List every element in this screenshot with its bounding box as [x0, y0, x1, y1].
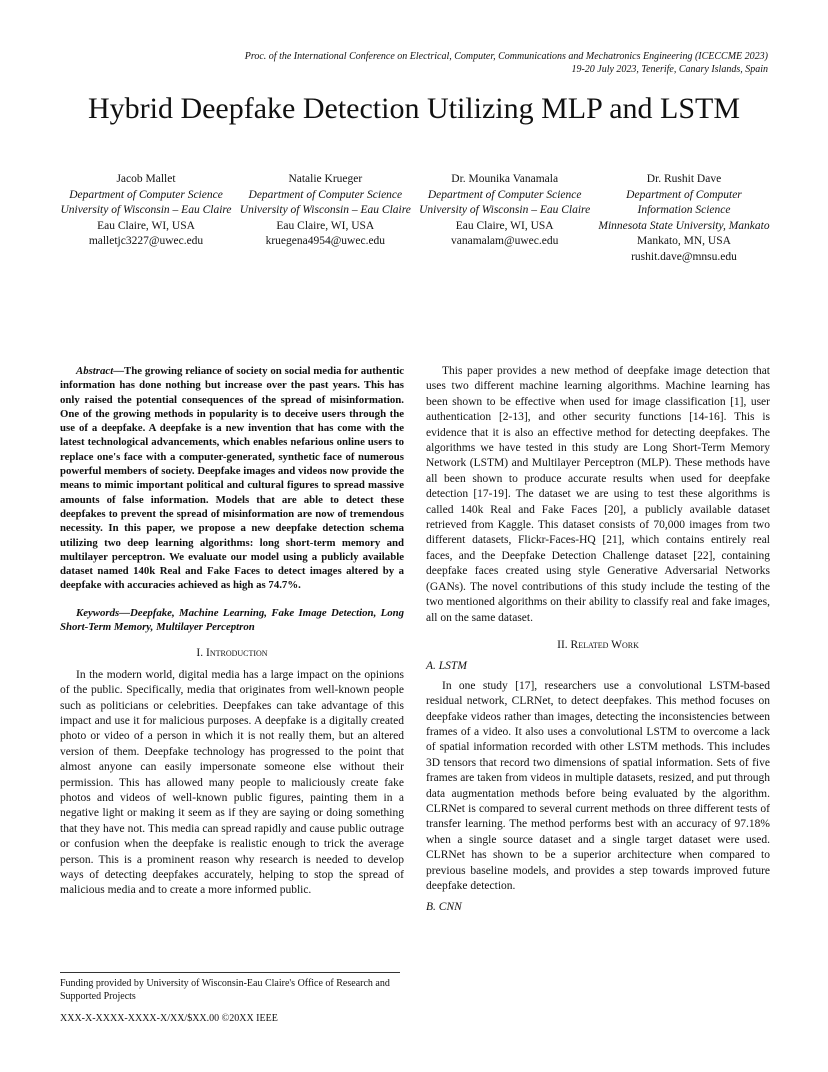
author-name: Jacob Mallet: [116, 173, 176, 185]
conference-line-1: Proc. of the International Conference on Electrical, Computer, Communications and Mechatronics Engineering (ICECCME 2023): [244, 51, 768, 62]
author-name: Natalie Krueger: [288, 173, 363, 185]
author-location: Eau Claire, WI, USA: [276, 219, 375, 232]
introduction-paragraph: In the modern world, digital media has a large impact on the opinions of the public. Specifically, media that originates from well-known people such as politicians or celebrities. Deepfakes can take advantage of this impact and use it for malicious purposes. A deepfake is a digitally created photo or video of a person in which it is not really them, but an altered version of them. Deepfake technology has progressed to the point that almost anyone can easily impersonate someone else without their permission. This has allowed many people to maliciously create fake photos and videos of well-known public figures, painting them in a negative light or making it seem as if they are saying or doing something that they have not. This media can spread rapidly and cause public outrage or confusion when the deepfake is realistic enough to trick the average person. This is a prominent reason why research is needed to develop ways of detecting deepfakes accurately, helping to stop the spread of malicious media and to create a more informed public.: [60, 668, 404, 897]
abstract-lead: Abstract: [76, 365, 114, 377]
author-email: malletjc3227@uwec.edu: [88, 235, 204, 247]
author-dept: Department of Computer Information Science: [626, 188, 742, 216]
keywords: Keywords—Deepfake, Machine Learning, Fake Image Detection, Long Short-Term Memory, Multilayer Perceptron: [60, 606, 404, 634]
subsection-cnn: B. CNN: [426, 901, 462, 914]
section-heading-introduction: [60, 646, 404, 661]
right-column: [426, 364, 770, 920]
section-numeral: I.: [196, 647, 204, 660]
author-univ: University of Wisconsin – Eau Claire: [419, 204, 591, 216]
author-univ: University of Wisconsin – Eau Claire: [239, 204, 411, 216]
section-title: Introduction: [205, 647, 268, 660]
section-title: Related Work: [570, 638, 639, 651]
copyright-line: XXX-X-XXXX-XXXX-X/XX/$XX.00 ©20XX IEEE: [60, 1013, 278, 1024]
author-name: Dr. Rushit Dave: [646, 173, 722, 185]
author-4: [598, 172, 770, 265]
subsection-lstm: A. LSTM: [426, 660, 467, 673]
author-location: Eau Claire, WI, USA: [97, 219, 195, 232]
author-dept: Department of Computer Science: [248, 188, 403, 201]
author-univ: Minnesota State University, Mankato: [598, 219, 770, 232]
section-heading-related-work: [426, 638, 770, 653]
author-email: kruegena4954@uwec.edu: [265, 235, 386, 247]
author-location: Mankato, MN, USA: [637, 235, 731, 247]
lstm-paragraph: In one study [17], researchers use a convolutional LSTM-based residual network, CLRNet, to detect deepfakes. This method focuses on deepfake videos rather than images, detecting the inconsistencies between frames of a video. It also uses a convolutional LSTM to overcome a lack of spatial information recorded with other LSTM methods. This includes 3D tensors that record two dimensions of spatial information. Sets of five frames are taken from videos in multiple datasets, resized, and put through data augmentation methods before being evaluated by the algorithm. CLRNet is compared to several current methods on three different tests of transfer learning. The method performs best with an accuracy of 97.18% when a single source dataset and a single target dataset were used. CLRNet has shown to be a superior architecture when compared to previous baseline models, and provides a step towards improved future deepfake detection.: [426, 679, 770, 892]
author-univ: University of Wisconsin – Eau Claire: [60, 204, 232, 216]
author-email: rushit.dave@mnsu.edu: [631, 250, 737, 263]
paper-title: Hybrid Deepfake Detection Utilizing MLP and LSTM: [87, 92, 741, 125]
left-column: [60, 364, 404, 899]
conference-header: [245, 50, 768, 76]
funding-footnote: Funding provided by University of Wisconsin-Eau Claire's Office of Research and Supported Projects: [60, 978, 390, 1002]
abstract-text: —The growing reliance of society on social media for authentic information has done nothing but increase over the past years. This has only raised the potential consequences of the spread of misinformation. One of the growing methods in popularity is to deceive users through the use of a deepfake. A deepfake is a new invention that has come with the latest technological advancements, which enables nefarious online users to replace one's face with a computer-generated, synthetic face of numerous powerful members of society. Deepfake images and videos now provide the means to mimic important political and cultural figures to spread massive amounts of false information. Models that are able to detect these deepfakes to prevent the spread of misinformation are now of tremendous necessity. In this paper, we propose a new deepfake detection schema utilizing two deep learning algorithms: long short-term memory and multilayer perceptron. We evaluate our model using a publicly available dataset named 140k Real and Fake Faces to detect images altered by a deepfake with accuracies achieved as high as 74.7%.: [60, 365, 404, 592]
section-numeral: II.: [557, 638, 568, 651]
author-dept: Department of Computer Science: [69, 188, 223, 201]
intro-continued-paragraph: This paper provides a new method of deepfake image detection that uses two different machine learning algorithms. Machine learning has been shown to be effective when used for image classification [1], user authentication [2-13], and other security functions [14-16]. This is evidence that it is also an effective method for detecting deepfakes. The algorithms we have tested in this study are Long Short-Term Memory Network (LSTM) and Multilayer Perceptron (MLP). These methods have all been shown to produce accurate results when used for deepfake detection [17-19]. The dataset we are using to test these algorithms is called 140k Real and Fake Faces [20], a publicly available dataset retrieved from Kaggle. This dataset consists of 70,000 images from two different datasets, Flickr-Faces-HQ [21], which contains entirely real faces, and the Deepfake Detection Challenge dataset [22], containing deepfake faces created using style Generative Adversarial Networks (GANs). The novel contributions of this study include the testing of the two mentioned algorithms on their ability to classify real and fake images, all on the same dataset.: [426, 365, 770, 624]
author-email: vanamalam@uwec.edu: [450, 235, 559, 247]
author-2: [239, 172, 411, 265]
author-3: [419, 172, 591, 265]
footnote-rule: [60, 972, 400, 973]
author-name: Dr. Mounika Vanamala: [451, 173, 559, 185]
abstract: [60, 364, 404, 593]
author-block: [60, 172, 770, 265]
author-dept: Department of Computer Science: [427, 188, 582, 201]
author-location: Eau Claire, WI, USA: [455, 219, 554, 232]
author-1: [60, 172, 232, 265]
conference-line-2: 19-20 July 2023, Tenerife, Canary Islands, Spain: [571, 64, 768, 75]
